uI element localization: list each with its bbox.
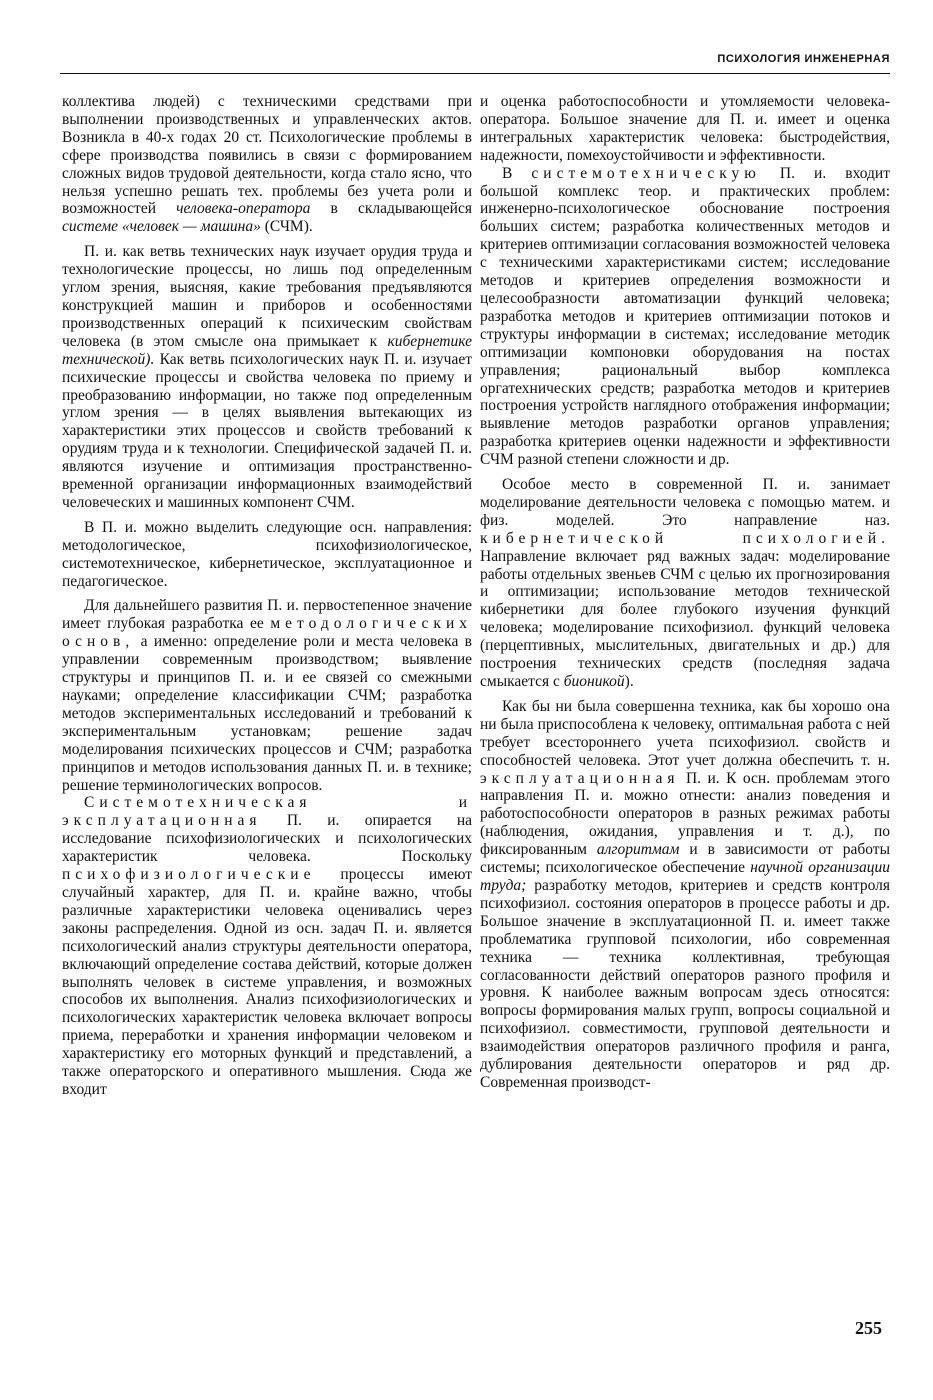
header-rule xyxy=(60,73,890,74)
left-paragraph-1: коллектива людей) с техническими средствами при выполнении производственных и управленческих актов. Возникла в 40-х годах 20 ст. Психологические проблемы в сфере производства появились в связи с формированием сложных видов трудовой деятельности, когда стало ясно, что нельзя успешно решать тех. проблемы без учета роли и возможностей человека-оператора в складывающейся системе «человек — машина» (СЧМ). xyxy=(62,93,472,236)
page-number: 255 xyxy=(855,1318,882,1338)
right-paragraph-3: Особое место в современной П. и. занимает моделирование деятельности человека с помощью матем. и физ. моделей. Это направление наз. кибернетической психологией. Направление включает ряд важных задач: моделирование работы отдельных звеньев СЧМ с целью их прогнозирования и оптимизации; использование методов технической кибернетики для более глубокого изучения функций человека; моделирование психофизиол. функций человека (перцептивных, мыслительных, двигательных и др.) для построения технических средств (последняя задача смыкается с бионикой). xyxy=(480,476,890,690)
left-column xyxy=(62,93,472,1099)
left-paragraph-5: Системотехническая и эксплуатационная П. и. опирается на исследование психофизиологических и психологических характеристик человека. Поскольку психофизиологические процессы имеют случайный характер, для П. и. крайне важно, чтобы различные характеристики человека оценивались через законы распределения. Одной из осн. задач П. и. является психологический анализ структуры деятельности оператора, включающий определение состава действий, которые должен выполнять человек в системе управления, и возможных способов их выполнения. Анализ психофизиологических и психологических характеристик человека включает вопросы приема, переработки и хранения информации человеком и характеристику его моторных функций и представлений, а также операторского и оперативного мышления. Сюда же входит xyxy=(62,794,472,1098)
right-paragraph-1: и оценка работоспособности и утомляемости человека-оператора. Большое значение для П. и. имеет и оценка интегральных характеристик человека: быстродействия, надежности, помехоустойчивости и эффективности. xyxy=(480,93,890,164)
running-head: ПСИХОЛОГИЯ ИНЖЕНЕРНАЯ xyxy=(717,53,890,65)
left-paragraph-3: В П. и. можно выделить следующие осн. направления: методологическое, психофизиологическое, системотехническое, кибернетическое, эксплуатационное и педагогическое. xyxy=(62,518,472,590)
left-paragraph-2: П. и. как ветвь технических наук изучает орудия труда и технологические процессы, но лишь под определенным углом зрения, выясняя, какие требования предъявляются конструкцией машин и приборов и особенностями производственных операций к психическим свойствам человека (в этом смысле она примыкает к кибернетике технической). Как ветвь психологических наук П. и. изучает психические процессы и свойства человека по приему и преобразованию информации, но также под определенным углом зрения — в целях выявления вытекающих из характеристики этих процессов и свойств требований к орудиям труда и к технологии. Специфической задачей П. и. являются изучение и оптимизация пространственно-временной организации информационных взаимодействий человеческих и машинных компонент СЧМ. xyxy=(62,243,472,511)
left-paragraph-4: Для дальнейшего развития П. и. первостепенное значение имеет глубокая разработка ее методологических основ, а именно: определение роли и места человека в управлении современным производством; выявление структуры и принципов П. и. и ее связей со смежными науками; определение классификации СЧМ; разработка методов экспериментальных исследований и требований к экспериментальным установкам; решение задач моделирования психических процессов и СЧМ; разработка принципов и методов использования данных П. и. в технике; решение терминологических вопросов. xyxy=(62,597,472,794)
right-paragraph-2: В системотехническую П. и. входит большой комплекс теор. и практических проблем: инженерно-психологическое обоснование построения больших систем; разработка количественных методов и критериев оптимизации согласования возможностей человека с техническими характеристиками систем; исследование методов и критериев определения возможности и целесообразности автоматизации функций человека; разработка методов и критериев оптимизации потоков и структуры информации в системах; исследование методик оптимизации компоновки оборудования на постах управления; рациональный выбор комплекса оргатехнических средств; разработка методов и критериев построения устройств наглядного отображения информации; выявление методов разработки органов управления; разработка критериев оценки надежности и эффективности СЧМ разной степени сложности и др. xyxy=(480,164,890,469)
right-paragraph-4: Как бы ни была совершенна техника, как бы хорошо она ни была приспособлена к человеку, оптимальная работа с ней требует всестороннего учета психофизиол. свойств и способностей человека. Этот учет должна обеспечить т. н. эксплуатационная П. и. К осн. проблемам этого направления П. и. можно отнести: анализ поведения и работоспособности операторов в разных режимах работы (наблюдения, ожидания, управления и т. д.), по фиксированным алгоритмам и в зависимости от работы системы; психологическое обеспечение научной организации труда; разработку методов, критериев и средств контроля психофизиол. состояния операторов в процессе работы и др. Большое значение в эксплуатационной П. и. имеет также проблематика групповой психологии, ибо современная техника — техника коллективная, требующая согласованности действий операторов разного профиля и уровня. К наиболее важным вопросам здесь относятся: вопросы формирования малых групп, вопросы социальной и психофизиол. совместимости, групповой деятельности и взаимодействия операторов различного профиля и ранга, дублирования деятельности операторов и ряд др. Современная производст- xyxy=(480,697,891,1091)
right-column xyxy=(480,93,890,1092)
